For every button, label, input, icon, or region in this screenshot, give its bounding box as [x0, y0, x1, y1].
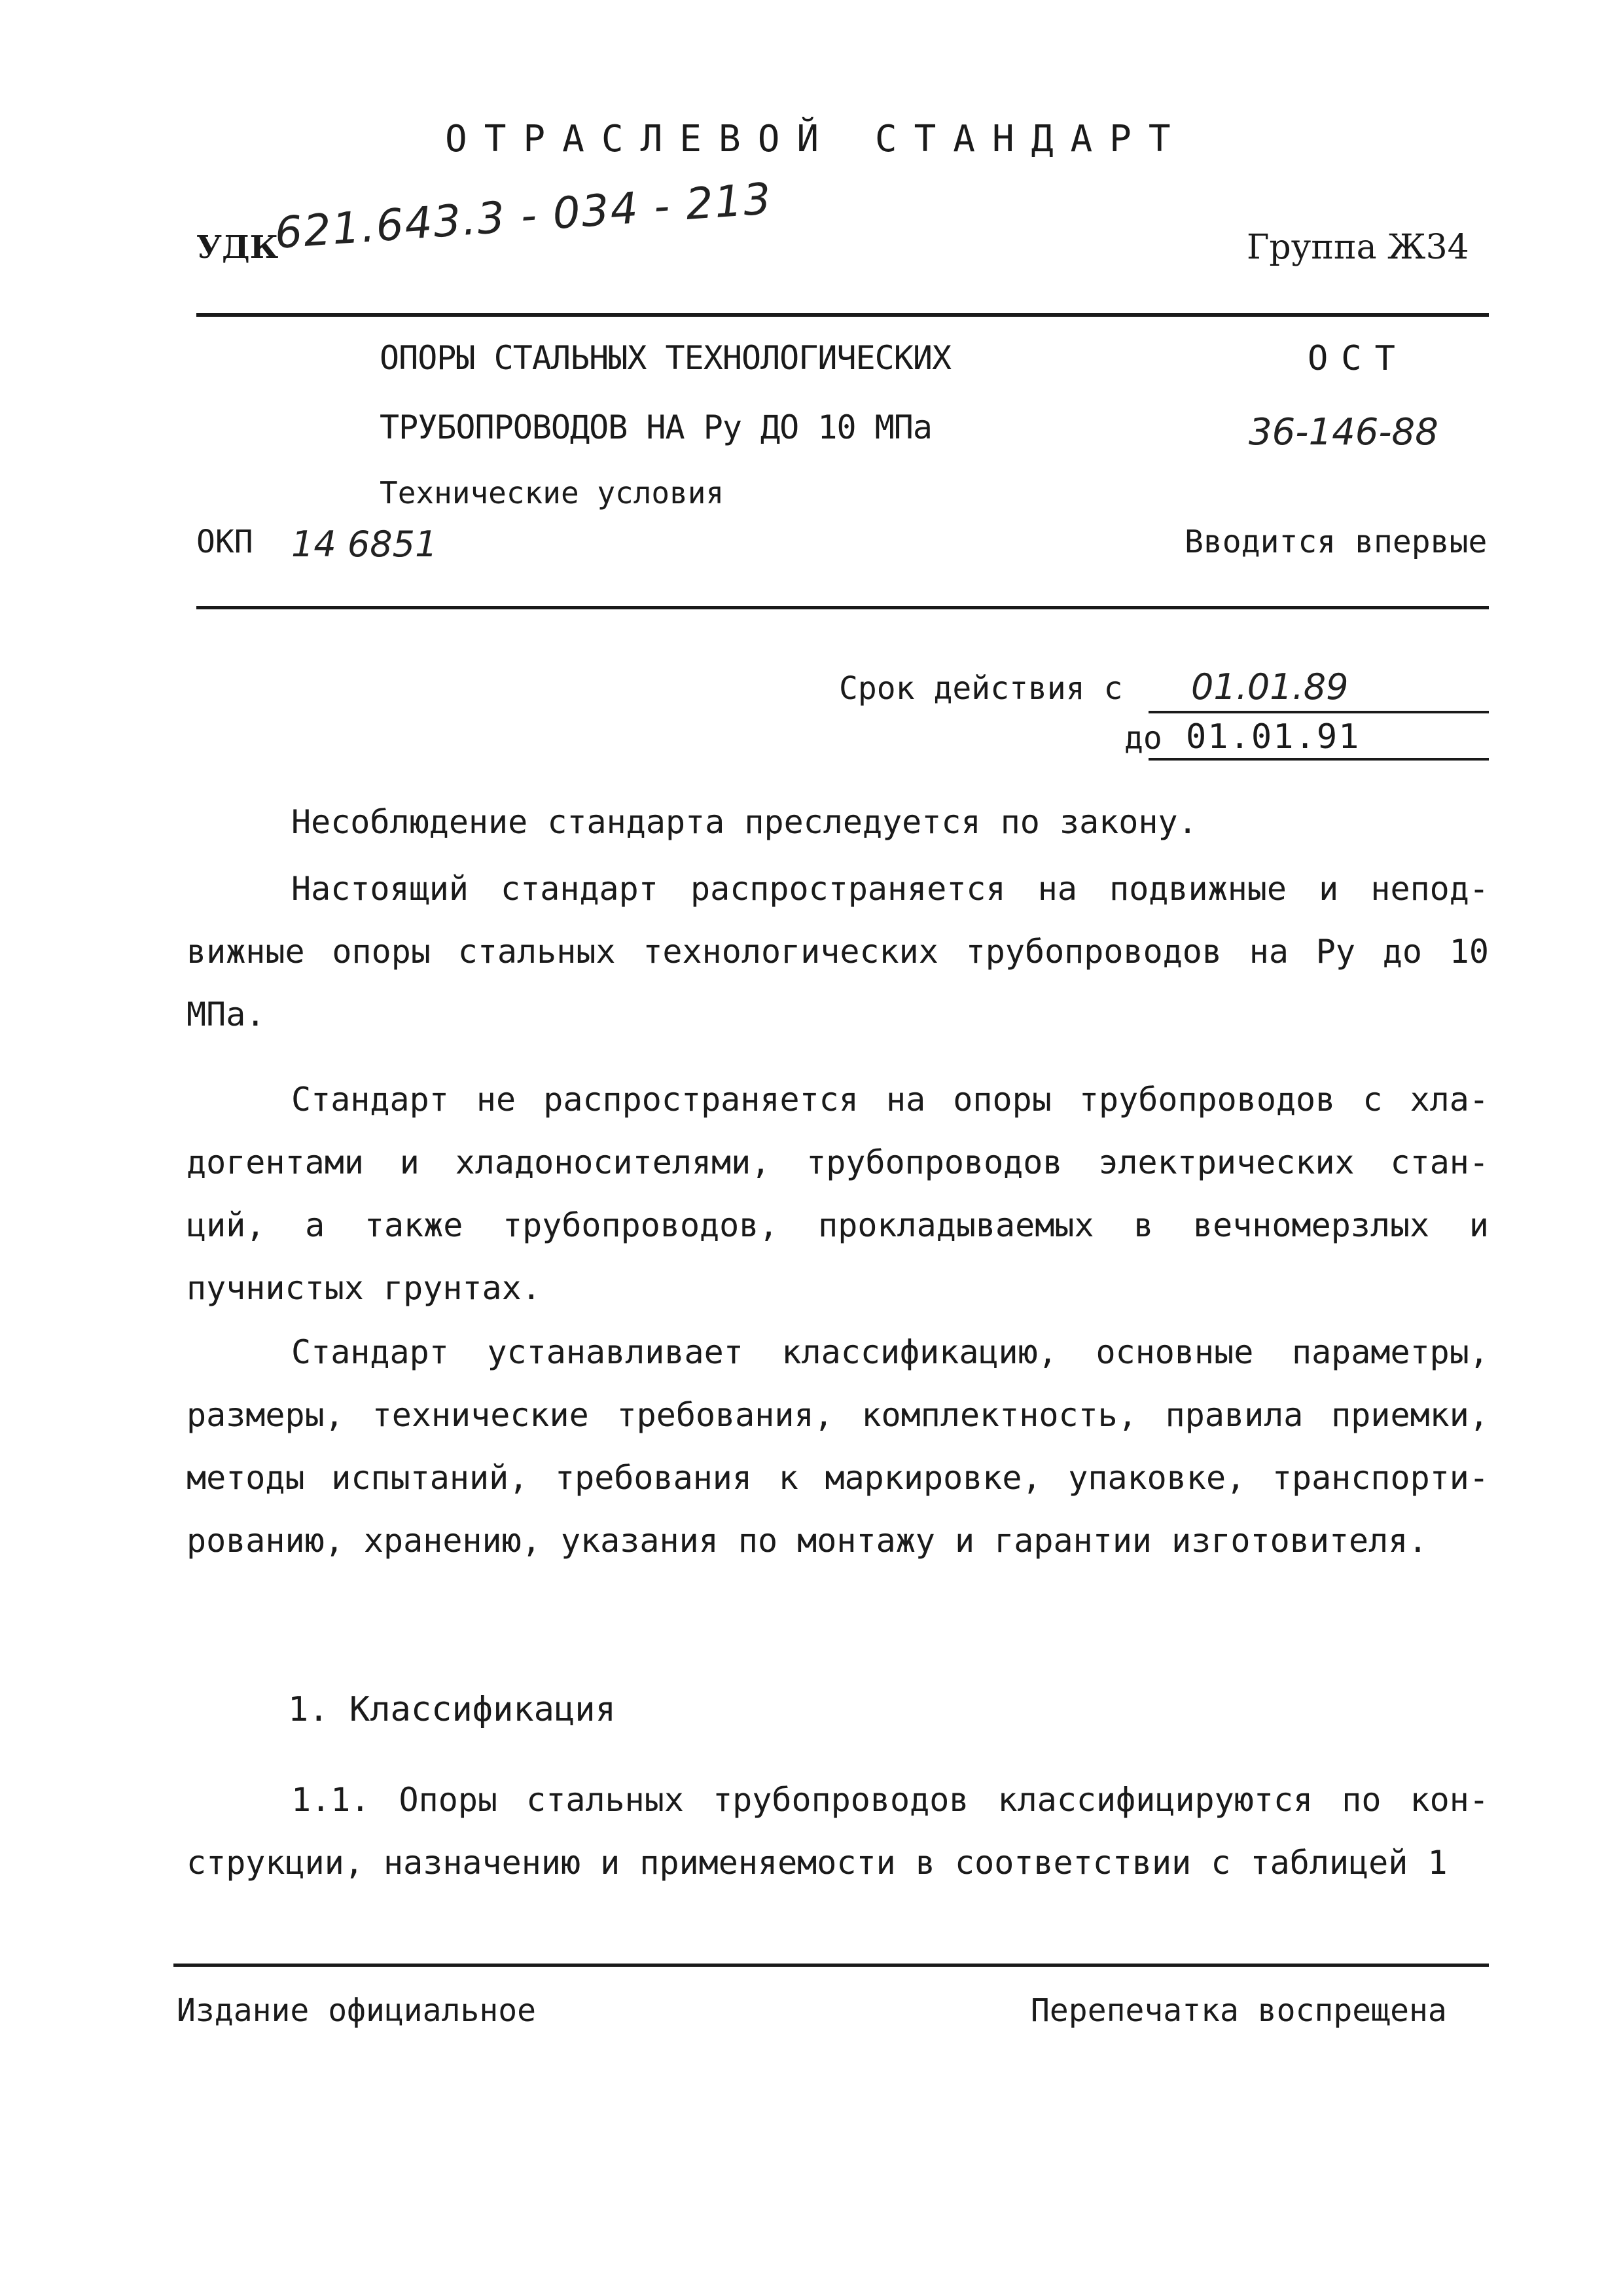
document-subtitle: Технические условия — [380, 475, 724, 511]
validity-to-label: до — [1124, 720, 1162, 757]
udk-value: 621.643.3 - 034 - 213 — [273, 173, 774, 259]
document-title-line-1: ОПОРЫ СТАЛЬНЫХ ТЕХНОЛОГИЧЕСКИХ — [380, 339, 952, 377]
section-title-classification: 1. Классификация — [288, 1690, 616, 1729]
validity-from-label: Срок действия с — [839, 670, 1123, 707]
footer-official-edition: Издание официальное — [177, 1992, 537, 2029]
paragraph-exclusions: Стандарт не распространяется на опоры трубопроводов с хла- догентами и хладоносителями, трубопроводов электрических стан- ций, а также трубопроводов, прокладываемых в вечномерзлых и пучнистых грунтах. — [187, 1081, 1489, 1307]
footer-reprint-prohibited: Перепечатка воспрещена — [1031, 1992, 1447, 2029]
standard-type-heading: ОТРАСЛЕВОЙ СТАНДАРТ — [445, 118, 1188, 160]
paragraph-classification: 1.1. Опоры стальных трубопроводов классифицируются по кон- струкции, назначению и применяемости в соответствии с таблицей 1 — [187, 1781, 1489, 1882]
okp-value: 14 6851 — [291, 524, 438, 565]
document-title-line-2: ТРУБОПРОВОДОВ НА Ру ДО 10 МПа — [380, 408, 932, 446]
group-code: Группа Ж34 — [1247, 228, 1469, 267]
validity-from-date: 01.01.89 — [1191, 666, 1349, 708]
paragraph-contents: Стандарт устанавливает классификацию, основные параметры, размеры, технические требования, комплектность, правила приемки, методы испытаний, требования к маркировке, упаковке, транспорти- рованию, хранению, указания по монтажу и гарантии изготовителя. — [187, 1333, 1489, 1560]
ost-label: ОСТ — [1308, 339, 1408, 378]
top-divider — [196, 313, 1489, 317]
validity-to-date: 01.01.91 — [1186, 717, 1361, 757]
udk-label: УДК — [196, 229, 279, 266]
introduction-note: Вводится впервые — [1185, 524, 1488, 560]
paragraph-scope: Настоящий стандарт распространяется на подвижные и непод- вижные опоры стальных технологических трубопроводов на Ру до 10 МПа. — [187, 870, 1489, 1033]
ost-number: 36-146-88 — [1249, 411, 1438, 454]
paragraph-legal-notice: Несоблюдение стандарта преследуется по закону. — [291, 803, 1198, 841]
middle-divider — [196, 606, 1489, 609]
validity-to-underline — [1149, 758, 1489, 761]
validity-from-underline — [1149, 711, 1489, 713]
bottom-divider — [173, 1964, 1489, 1967]
okp-label: ОКП — [196, 524, 253, 560]
